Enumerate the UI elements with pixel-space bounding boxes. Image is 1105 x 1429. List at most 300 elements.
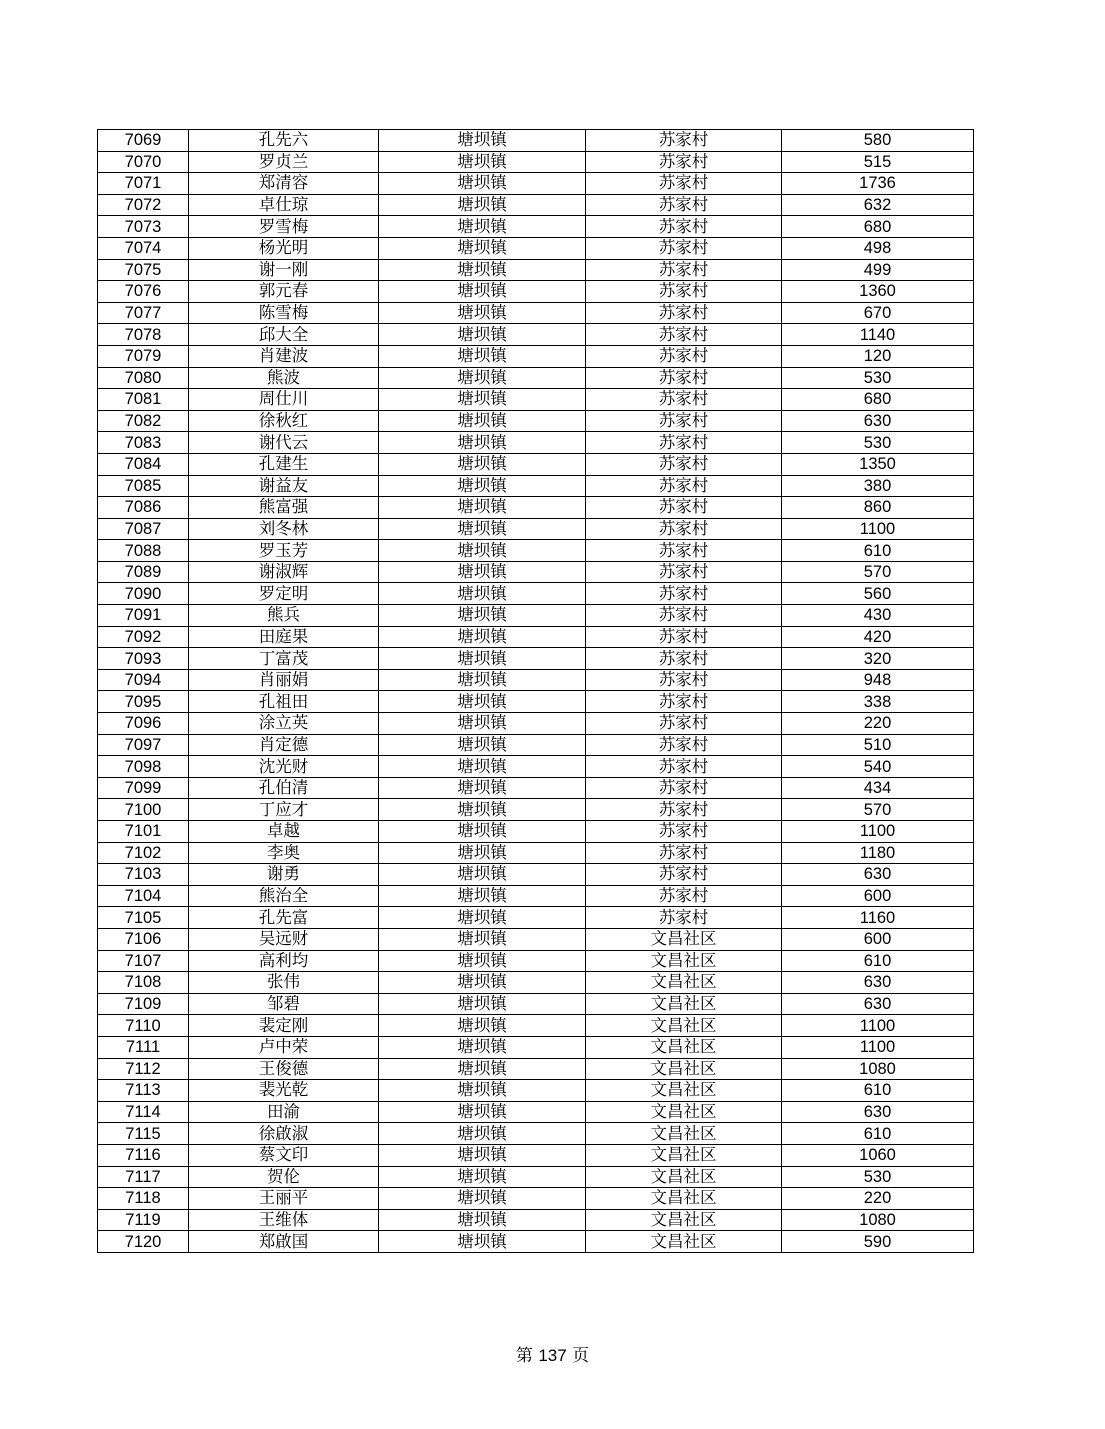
cell-name: 熊治全 <box>189 885 379 907</box>
records-table <box>97 129 974 1253</box>
cell-village: 苏家村 <box>586 345 782 367</box>
cell-village: 文昌社区 <box>586 950 782 972</box>
table-row <box>98 756 974 778</box>
table-row <box>98 561 974 583</box>
cell-id: 7082 <box>98 410 189 432</box>
cell-town: 塘坝镇 <box>379 928 586 950</box>
cell-village: 苏家村 <box>586 237 782 259</box>
cell-id: 7078 <box>98 324 189 346</box>
cell-amount: 1100 <box>782 1015 974 1037</box>
cell-amount: 530 <box>782 432 974 454</box>
table-row <box>98 324 974 346</box>
cell-id: 7114 <box>98 1101 189 1123</box>
cell-name: 卢中荣 <box>189 1036 379 1058</box>
cell-amount: 680 <box>782 389 974 411</box>
cell-id: 7072 <box>98 194 189 216</box>
cell-name: 卓仕琼 <box>189 194 379 216</box>
table-row <box>98 281 974 303</box>
cell-village: 苏家村 <box>586 842 782 864</box>
cell-amount: 320 <box>782 648 974 670</box>
cell-name: 郭元春 <box>189 281 379 303</box>
table-row <box>98 928 974 950</box>
cell-amount: 1180 <box>782 842 974 864</box>
cell-town: 塘坝镇 <box>379 1231 586 1253</box>
cell-id: 7108 <box>98 972 189 994</box>
cell-amount: 630 <box>782 410 974 432</box>
cell-village: 苏家村 <box>586 453 782 475</box>
cell-village: 苏家村 <box>586 432 782 454</box>
cell-amount: 1080 <box>782 1209 974 1231</box>
cell-name: 田渝 <box>189 1101 379 1123</box>
cell-town: 塘坝镇 <box>379 669 586 691</box>
cell-amount: 630 <box>782 972 974 994</box>
cell-id: 7081 <box>98 389 189 411</box>
cell-name: 丁应才 <box>189 799 379 821</box>
table-row <box>98 130 974 152</box>
cell-id: 7103 <box>98 864 189 886</box>
cell-amount: 1080 <box>782 1058 974 1080</box>
table-row <box>98 173 974 195</box>
cell-id: 7102 <box>98 842 189 864</box>
table-row <box>98 799 974 821</box>
cell-town: 塘坝镇 <box>379 561 586 583</box>
cell-amount: 499 <box>782 259 974 281</box>
cell-town: 塘坝镇 <box>379 410 586 432</box>
cell-amount: 630 <box>782 993 974 1015</box>
cell-town: 塘坝镇 <box>379 756 586 778</box>
cell-amount: 380 <box>782 475 974 497</box>
cell-name: 陈雪梅 <box>189 302 379 324</box>
table-row <box>98 1166 974 1188</box>
cell-name: 郑啟国 <box>189 1231 379 1253</box>
table-row <box>98 432 974 454</box>
cell-village: 苏家村 <box>586 130 782 152</box>
cell-name: 谢一刚 <box>189 259 379 281</box>
cell-amount: 610 <box>782 540 974 562</box>
cell-amount: 498 <box>782 237 974 259</box>
cell-town: 塘坝镇 <box>379 1036 586 1058</box>
table-row <box>98 475 974 497</box>
cell-village: 苏家村 <box>586 281 782 303</box>
table-row <box>98 367 974 389</box>
cell-name: 徐啟淑 <box>189 1123 379 1145</box>
cell-village: 文昌社区 <box>586 1015 782 1037</box>
cell-village: 苏家村 <box>586 648 782 670</box>
cell-town: 塘坝镇 <box>379 734 586 756</box>
cell-amount: 632 <box>782 194 974 216</box>
cell-name: 杨光明 <box>189 237 379 259</box>
cell-id: 7083 <box>98 432 189 454</box>
cell-town: 塘坝镇 <box>379 626 586 648</box>
cell-id: 7077 <box>98 302 189 324</box>
cell-town: 塘坝镇 <box>379 864 586 886</box>
cell-village: 苏家村 <box>586 605 782 627</box>
cell-amount: 860 <box>782 497 974 519</box>
table-row <box>98 605 974 627</box>
cell-id: 7117 <box>98 1166 189 1188</box>
cell-town: 塘坝镇 <box>379 453 586 475</box>
cell-village: 文昌社区 <box>586 993 782 1015</box>
table-row <box>98 259 974 281</box>
table-row <box>98 237 974 259</box>
cell-id: 7084 <box>98 453 189 475</box>
cell-id: 7076 <box>98 281 189 303</box>
cell-village: 苏家村 <box>586 691 782 713</box>
table-row <box>98 1144 974 1166</box>
cell-amount: 220 <box>782 1188 974 1210</box>
cell-village: 苏家村 <box>586 259 782 281</box>
cell-name: 吴远财 <box>189 928 379 950</box>
cell-id: 7110 <box>98 1015 189 1037</box>
cell-village: 文昌社区 <box>586 1209 782 1231</box>
cell-name: 熊波 <box>189 367 379 389</box>
cell-id: 7073 <box>98 216 189 238</box>
cell-town: 塘坝镇 <box>379 173 586 195</box>
table-row <box>98 691 974 713</box>
cell-town: 塘坝镇 <box>379 518 586 540</box>
cell-id: 7096 <box>98 713 189 735</box>
cell-id: 7111 <box>98 1036 189 1058</box>
cell-id: 7100 <box>98 799 189 821</box>
cell-amount: 120 <box>782 345 974 367</box>
cell-village: 苏家村 <box>586 324 782 346</box>
cell-town: 塘坝镇 <box>379 216 586 238</box>
cell-id: 7119 <box>98 1209 189 1231</box>
cell-name: 肖建波 <box>189 345 379 367</box>
table-row <box>98 1188 974 1210</box>
cell-amount: 1100 <box>782 518 974 540</box>
cell-amount: 220 <box>782 713 974 735</box>
cell-town: 塘坝镇 <box>379 475 586 497</box>
table-row <box>98 583 974 605</box>
cell-village: 文昌社区 <box>586 1188 782 1210</box>
cell-name: 高利均 <box>189 950 379 972</box>
cell-id: 7088 <box>98 540 189 562</box>
records-table-body <box>98 130 974 1253</box>
footer-suffix: 页 <box>572 1346 590 1366</box>
cell-amount: 630 <box>782 864 974 886</box>
table-row <box>98 993 974 1015</box>
cell-id: 7098 <box>98 756 189 778</box>
cell-id: 7074 <box>98 237 189 259</box>
cell-name: 王俊德 <box>189 1058 379 1080</box>
cell-id: 7085 <box>98 475 189 497</box>
table-row <box>98 777 974 799</box>
cell-amount: 434 <box>782 777 974 799</box>
cell-village: 苏家村 <box>586 756 782 778</box>
cell-village: 文昌社区 <box>586 928 782 950</box>
footer-prefix: 第 <box>515 1346 533 1366</box>
table-row <box>98 885 974 907</box>
cell-id: 7091 <box>98 605 189 627</box>
cell-village: 苏家村 <box>586 497 782 519</box>
cell-village: 文昌社区 <box>586 972 782 994</box>
cell-name: 谢淑辉 <box>189 561 379 583</box>
cell-town: 塘坝镇 <box>379 691 586 713</box>
cell-village: 苏家村 <box>586 713 782 735</box>
cell-name: 罗贞兰 <box>189 151 379 173</box>
cell-town: 塘坝镇 <box>379 1058 586 1080</box>
cell-id: 7070 <box>98 151 189 173</box>
cell-id: 7109 <box>98 993 189 1015</box>
cell-amount: 610 <box>782 950 974 972</box>
cell-village: 文昌社区 <box>586 1166 782 1188</box>
cell-name: 孔建生 <box>189 453 379 475</box>
table-row <box>98 194 974 216</box>
cell-village: 苏家村 <box>586 389 782 411</box>
cell-amount: 1140 <box>782 324 974 346</box>
cell-id: 7069 <box>98 130 189 152</box>
cell-amount: 530 <box>782 1166 974 1188</box>
cell-amount: 670 <box>782 302 974 324</box>
cell-town: 塘坝镇 <box>379 367 586 389</box>
cell-town: 塘坝镇 <box>379 1015 586 1037</box>
cell-name: 谢代云 <box>189 432 379 454</box>
table-row <box>98 907 974 929</box>
cell-village: 苏家村 <box>586 367 782 389</box>
cell-amount: 610 <box>782 1123 974 1145</box>
cell-amount: 515 <box>782 151 974 173</box>
cell-name: 涂立英 <box>189 713 379 735</box>
cell-town: 塘坝镇 <box>379 1080 586 1102</box>
cell-village: 苏家村 <box>586 518 782 540</box>
table-row <box>98 1080 974 1102</box>
page-footer <box>0 1341 1105 1366</box>
cell-village: 苏家村 <box>586 885 782 907</box>
cell-name: 卓越 <box>189 821 379 843</box>
cell-name: 张伟 <box>189 972 379 994</box>
cell-name: 孔祖田 <box>189 691 379 713</box>
table-row <box>98 540 974 562</box>
cell-name: 孔先六 <box>189 130 379 152</box>
table-row <box>98 518 974 540</box>
cell-village: 文昌社区 <box>586 1036 782 1058</box>
cell-name: 沈光财 <box>189 756 379 778</box>
cell-id: 7080 <box>98 367 189 389</box>
cell-village: 苏家村 <box>586 410 782 432</box>
cell-town: 塘坝镇 <box>379 194 586 216</box>
cell-town: 塘坝镇 <box>379 842 586 864</box>
cell-amount: 630 <box>782 1101 974 1123</box>
table-row <box>98 216 974 238</box>
table-row <box>98 626 974 648</box>
cell-name: 李奥 <box>189 842 379 864</box>
cell-village: 苏家村 <box>586 302 782 324</box>
cell-village: 苏家村 <box>586 626 782 648</box>
table-row <box>98 1036 974 1058</box>
cell-village: 苏家村 <box>586 864 782 886</box>
cell-town: 塘坝镇 <box>379 1144 586 1166</box>
cell-town: 塘坝镇 <box>379 950 586 972</box>
table-row <box>98 453 974 475</box>
table-row <box>98 842 974 864</box>
cell-name: 刘冬林 <box>189 518 379 540</box>
cell-amount: 1360 <box>782 281 974 303</box>
cell-village: 文昌社区 <box>586 1080 782 1102</box>
cell-name: 郑清容 <box>189 173 379 195</box>
cell-id: 7079 <box>98 345 189 367</box>
table-row <box>98 669 974 691</box>
table-row <box>98 648 974 670</box>
cell-name: 罗定明 <box>189 583 379 605</box>
table-row <box>98 1209 974 1231</box>
cell-village: 苏家村 <box>586 777 782 799</box>
cell-village: 苏家村 <box>586 173 782 195</box>
cell-id: 7116 <box>98 1144 189 1166</box>
cell-id: 7090 <box>98 583 189 605</box>
cell-amount: 600 <box>782 928 974 950</box>
table-row <box>98 410 974 432</box>
table-row <box>98 302 974 324</box>
cell-amount: 510 <box>782 734 974 756</box>
cell-town: 塘坝镇 <box>379 259 586 281</box>
cell-id: 7106 <box>98 928 189 950</box>
cell-amount: 338 <box>782 691 974 713</box>
table-row <box>98 972 974 994</box>
cell-village: 文昌社区 <box>586 1123 782 1145</box>
cell-town: 塘坝镇 <box>379 777 586 799</box>
cell-village: 苏家村 <box>586 583 782 605</box>
table-row <box>98 497 974 519</box>
cell-town: 塘坝镇 <box>379 1209 586 1231</box>
cell-amount: 680 <box>782 216 974 238</box>
cell-village: 苏家村 <box>586 475 782 497</box>
cell-amount: 590 <box>782 1231 974 1253</box>
cell-town: 塘坝镇 <box>379 648 586 670</box>
cell-id: 7071 <box>98 173 189 195</box>
cell-name: 罗玉芳 <box>189 540 379 562</box>
cell-name: 丁富茂 <box>189 648 379 670</box>
cell-id: 7118 <box>98 1188 189 1210</box>
cell-name: 肖定德 <box>189 734 379 756</box>
cell-name: 孔先富 <box>189 907 379 929</box>
cell-id: 7099 <box>98 777 189 799</box>
cell-town: 塘坝镇 <box>379 1123 586 1145</box>
cell-town: 塘坝镇 <box>379 972 586 994</box>
cell-village: 文昌社区 <box>586 1144 782 1166</box>
cell-name: 孔伯清 <box>189 777 379 799</box>
cell-name: 徐秋红 <box>189 410 379 432</box>
cell-amount: 570 <box>782 561 974 583</box>
cell-town: 塘坝镇 <box>379 821 586 843</box>
cell-name: 裴光乾 <box>189 1080 379 1102</box>
cell-id: 7112 <box>98 1058 189 1080</box>
cell-town: 塘坝镇 <box>379 324 586 346</box>
table-row <box>98 734 974 756</box>
cell-name: 肖丽娟 <box>189 669 379 691</box>
cell-village: 苏家村 <box>586 151 782 173</box>
cell-amount: 1736 <box>782 173 974 195</box>
cell-town: 塘坝镇 <box>379 432 586 454</box>
cell-name: 熊富强 <box>189 497 379 519</box>
cell-town: 塘坝镇 <box>379 993 586 1015</box>
cell-village: 苏家村 <box>586 907 782 929</box>
table-row <box>98 345 974 367</box>
cell-village: 苏家村 <box>586 821 782 843</box>
cell-id: 7095 <box>98 691 189 713</box>
table-row <box>98 1058 974 1080</box>
cell-village: 文昌社区 <box>586 1101 782 1123</box>
cell-name: 谢益友 <box>189 475 379 497</box>
cell-id: 7094 <box>98 669 189 691</box>
cell-village: 苏家村 <box>586 540 782 562</box>
cell-name: 罗雪梅 <box>189 216 379 238</box>
cell-amount: 1100 <box>782 821 974 843</box>
cell-id: 7087 <box>98 518 189 540</box>
cell-town: 塘坝镇 <box>379 389 586 411</box>
cell-name: 邹碧 <box>189 993 379 1015</box>
cell-amount: 580 <box>782 130 974 152</box>
cell-name: 熊兵 <box>189 605 379 627</box>
cell-name: 谢勇 <box>189 864 379 886</box>
cell-village: 文昌社区 <box>586 1231 782 1253</box>
cell-amount: 1350 <box>782 453 974 475</box>
cell-amount: 530 <box>782 367 974 389</box>
cell-id: 7104 <box>98 885 189 907</box>
cell-town: 塘坝镇 <box>379 1166 586 1188</box>
cell-amount: 1060 <box>782 1144 974 1166</box>
cell-name: 裴定刚 <box>189 1015 379 1037</box>
cell-id: 7113 <box>98 1080 189 1102</box>
cell-name: 周仕川 <box>189 389 379 411</box>
cell-id: 7101 <box>98 821 189 843</box>
cell-id: 7097 <box>98 734 189 756</box>
cell-town: 塘坝镇 <box>379 605 586 627</box>
cell-town: 塘坝镇 <box>379 799 586 821</box>
footer-page-number: 137 <box>538 1346 567 1365</box>
table-row <box>98 151 974 173</box>
cell-name: 王丽平 <box>189 1188 379 1210</box>
cell-village: 苏家村 <box>586 799 782 821</box>
cell-name: 王维体 <box>189 1209 379 1231</box>
table-row <box>98 821 974 843</box>
cell-name: 贺伦 <box>189 1166 379 1188</box>
cell-id: 7120 <box>98 1231 189 1253</box>
cell-town: 塘坝镇 <box>379 151 586 173</box>
cell-amount: 560 <box>782 583 974 605</box>
table-row <box>98 389 974 411</box>
cell-village: 苏家村 <box>586 669 782 691</box>
cell-id: 7089 <box>98 561 189 583</box>
cell-amount: 1100 <box>782 1036 974 1058</box>
cell-amount: 430 <box>782 605 974 627</box>
cell-id: 7107 <box>98 950 189 972</box>
cell-village: 苏家村 <box>586 561 782 583</box>
table-row <box>98 1101 974 1123</box>
cell-town: 塘坝镇 <box>379 497 586 519</box>
cell-name: 田庭果 <box>189 626 379 648</box>
cell-town: 塘坝镇 <box>379 1188 586 1210</box>
cell-town: 塘坝镇 <box>379 907 586 929</box>
cell-town: 塘坝镇 <box>379 345 586 367</box>
cell-name: 邱大全 <box>189 324 379 346</box>
cell-amount: 948 <box>782 669 974 691</box>
cell-town: 塘坝镇 <box>379 1101 586 1123</box>
cell-town: 塘坝镇 <box>379 302 586 324</box>
cell-amount: 540 <box>782 756 974 778</box>
cell-id: 7086 <box>98 497 189 519</box>
table-row <box>98 1015 974 1037</box>
cell-village: 苏家村 <box>586 734 782 756</box>
cell-village: 苏家村 <box>586 216 782 238</box>
cell-village: 苏家村 <box>586 194 782 216</box>
cell-amount: 570 <box>782 799 974 821</box>
cell-amount: 1160 <box>782 907 974 929</box>
cell-town: 塘坝镇 <box>379 885 586 907</box>
cell-town: 塘坝镇 <box>379 130 586 152</box>
cell-id: 7092 <box>98 626 189 648</box>
cell-amount: 600 <box>782 885 974 907</box>
